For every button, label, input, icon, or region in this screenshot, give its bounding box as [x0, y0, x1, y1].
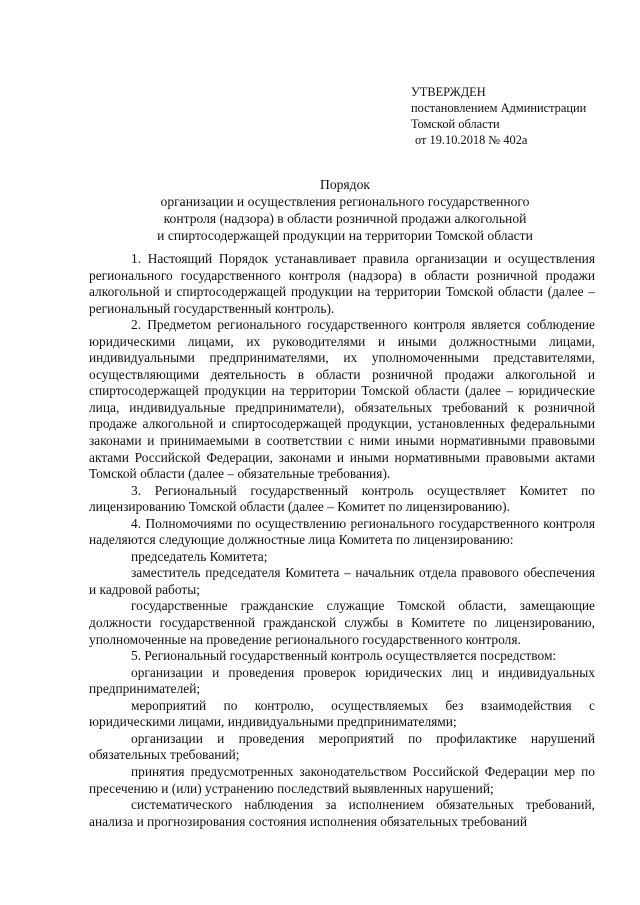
paragraph: организации и проведения мероприятий по профилактике нарушений обязательных требований; [89, 730, 595, 763]
approval-line: постановлением Администрации [411, 101, 587, 115]
paragraph: 2. Предметом регионального государственного контроля является соблюдение юридическими лицами, их руководителями и иными должностными лицами, индивидуальными предпринимателями, их уполномоченными представителями, осуществляющими деятельность в области розничной продажи алкогольной и спиртосодержащей продукции на территории Томской области (далее – юридические лица, индивидуальные предприниматели), обязательных требований к розничной продаже алкогольной и спиртосодержащей продукции, установленных федеральными законами и принимаемыми в соответствии с ними иными нормативными правовыми актами Российской Федерации, законами и иными нормативными правовыми актами Томской области (далее – обязательные требования). [89, 317, 595, 482]
document-title: Порядок [320, 177, 370, 192]
paragraph: 4. Полномочиями по осуществлению регионального государственного контроля наделяются следующие должностные лица Комитета по лицензированию: [89, 515, 595, 548]
document-body [89, 251, 595, 830]
approval-stamp [411, 84, 631, 148]
document-subtitle-line: организации и осуществления регионального государственного [160, 194, 530, 209]
approval-date: от 19.10.2018 № 402а [415, 133, 528, 147]
paragraph: систематического наблюдения за исполнением обязательных требований, анализа и прогнозирования состояния исполнения обязательных требований [89, 797, 595, 829]
paragraph: мероприятий по контролю, осуществляемых без взаимодействия с юридическими лицами, индивидуальными предпринимателями; [89, 697, 595, 730]
document-subtitle-line: и спиртосодержащей продукции на территории Томской области [157, 228, 533, 243]
paragraph: 5. Региональный государственный контроль осуществляется посредством: [131, 648, 557, 664]
document-subtitle-line: контроля (надзора) в области розничной продажи алкогольной [163, 211, 527, 226]
document-heading [80, 176, 610, 244]
paragraph: принятия предусмотренных законодательством Российской Федерации мер по пресечению и (или) устранению последствий выявленных нарушений; [89, 763, 595, 796]
paragraph: государственные гражданские служащие Томской области, замещающие должности государственной гражданской службы в Комитете по лицензированию, уполномоченные на проведение регионального государственного контроля. [89, 598, 595, 647]
approval-line: Томской области [411, 117, 500, 131]
paragraph: 3. Региональный государственный контроль осуществляет Комитет по лицензированию Томской области (далее – Комитет по лицензированию). [89, 482, 595, 515]
paragraph: заместитель председателя Комитета – начальник отдела правового обеспечения и кадровой работы; [89, 565, 595, 597]
paragraph: председатель Комитета; [131, 548, 268, 564]
approval-title: УТВЕРЖДЕН [411, 85, 486, 99]
paragraph: организации и проведения проверок юридических лиц и индивидуальных предпринимателей; [89, 664, 595, 697]
paragraph: 1. Настоящий Порядок устанавливает правила организации и осуществления регионального государственного контроля (надзора) в области розничной продажи алкогольной и спиртосодержащей продукции на территории Томской области (далее – региональный государственный контроль). [89, 251, 595, 316]
